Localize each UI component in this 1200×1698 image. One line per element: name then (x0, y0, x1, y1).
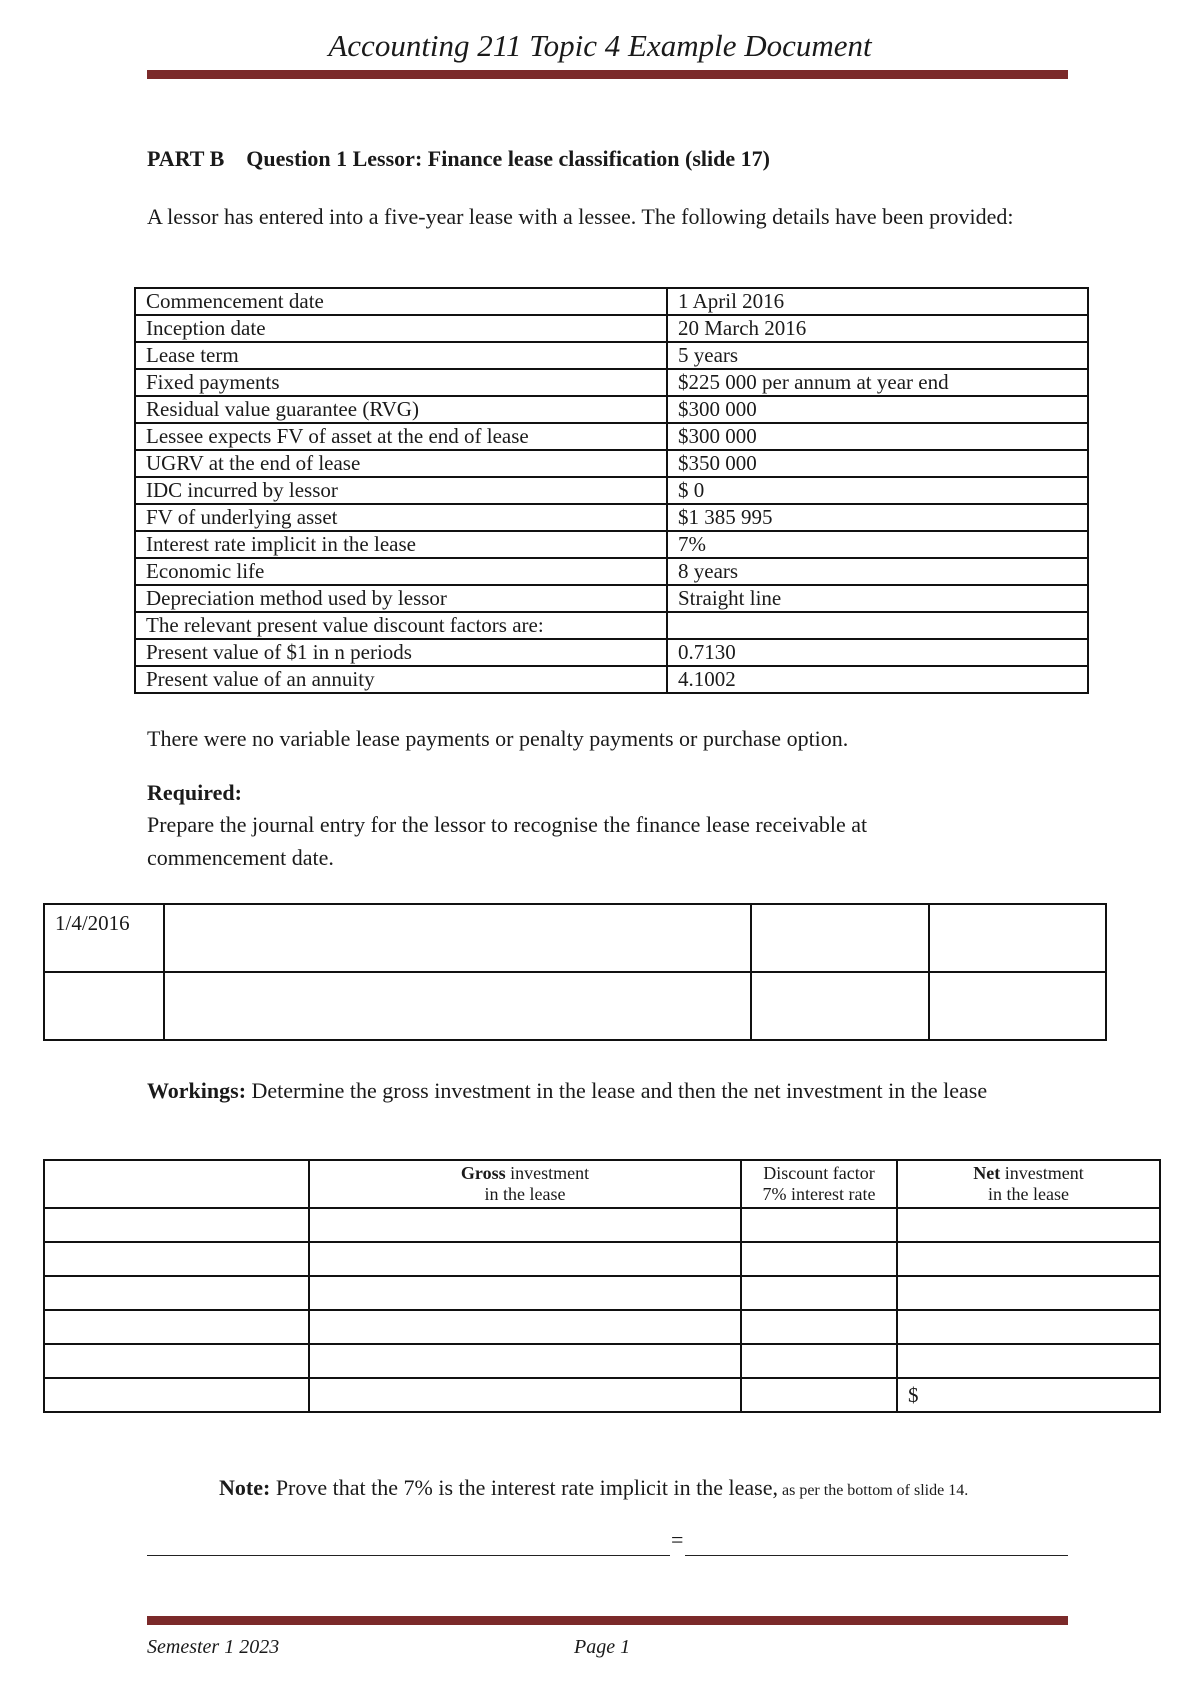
footer-page: Page 1 (574, 1636, 631, 1658)
part-label: PART B (147, 146, 225, 171)
table-row (44, 1276, 1160, 1310)
journal-account-cell[interactable] (164, 904, 751, 972)
detail-value: $225 000 per annum at year end (667, 369, 1088, 396)
workings-cell[interactable] (309, 1242, 741, 1276)
workings-cell[interactable] (44, 1242, 309, 1276)
note-text: Prove that the 7% is the interest rate implicit in the lease, (270, 1475, 778, 1500)
detail-label: UGRV at the end of lease (135, 450, 667, 477)
detail-label: Present value of an annuity (135, 666, 667, 693)
workings-cell[interactable] (44, 1344, 309, 1378)
detail-label: Lease term (135, 342, 667, 369)
note-label: Note: (219, 1475, 271, 1500)
workings-table (43, 1159, 1161, 1413)
journal-entry-table (43, 903, 1107, 1041)
net-bold: Net (973, 1163, 1001, 1183)
note-line (219, 1475, 968, 1501)
detail-value: 7% (667, 531, 1088, 558)
net-investment-total[interactable]: $ (897, 1378, 1160, 1412)
workings-cell[interactable] (741, 1276, 897, 1310)
gross-line2: in the lease (484, 1184, 566, 1204)
journal-account-cell[interactable] (164, 972, 751, 1040)
detail-label: Present value of $1 in n periods (135, 639, 667, 666)
table-row (135, 639, 1088, 666)
workings-cell[interactable] (741, 1344, 897, 1378)
workings-cell[interactable] (897, 1344, 1160, 1378)
journal-date: 1/4/2016 (44, 904, 164, 972)
workings-cell[interactable] (44, 1310, 309, 1344)
required-label: Required: (147, 780, 242, 805)
workings-cell[interactable] (44, 1276, 309, 1310)
required-text: Prepare the journal entry for the lessor to recognise the finance lease receivable at commencement date. (147, 812, 868, 870)
detail-value: Straight line (667, 585, 1088, 612)
workings-text: Determine the gross investment in the lease and then the net investment in the lease (246, 1078, 988, 1103)
detail-label: Interest rate implicit in the lease (135, 531, 667, 558)
df-line1: Discount factor (763, 1163, 875, 1183)
table-row (135, 423, 1088, 450)
intro-paragraph: A lessor has entered into a five-year lease with a lessee. The following details have been provided: (147, 204, 1014, 229)
table-row (135, 369, 1088, 396)
detail-value: $300 000 (667, 396, 1088, 423)
workings-cell[interactable] (741, 1208, 897, 1242)
table-row (44, 1378, 1160, 1412)
detail-value: $350 000 (667, 450, 1088, 477)
document-title: Accounting 211 Topic 4 Example Document (328, 28, 872, 63)
workings-label: Workings: (147, 1078, 247, 1103)
detail-value: 0.7130 (667, 639, 1088, 666)
detail-label: Residual value guarantee (RVG) (135, 396, 667, 423)
detail-value: 20 March 2016 (667, 315, 1088, 342)
journal-debit-cell[interactable] (751, 972, 928, 1040)
answer-line-right[interactable] (685, 1555, 1068, 1556)
gross-rest: investment (505, 1163, 590, 1183)
table-row (44, 1310, 1160, 1344)
table-row (135, 531, 1088, 558)
equals-sign: = (671, 1527, 684, 1552)
footer-semester: Semester 1 2023 (147, 1636, 280, 1658)
no-variable-payments-note: There were no variable lease payments or penalty payments or purchase option. (147, 726, 849, 751)
table-row (135, 450, 1088, 477)
detail-label: Lessee expects FV of asset at the end of lease (135, 423, 667, 450)
table-header-row (44, 1160, 1160, 1208)
table-row (135, 504, 1088, 531)
header-rule (147, 70, 1068, 79)
journal-debit-cell[interactable] (751, 904, 928, 972)
workings-cell[interactable] (741, 1378, 897, 1412)
table-row (135, 666, 1088, 693)
detail-value: $1 385 995 (667, 504, 1088, 531)
df-line2: 7% interest rate (762, 1184, 876, 1204)
workings-cell[interactable] (309, 1310, 741, 1344)
question-heading (147, 146, 770, 172)
workings-header-blank (44, 1160, 309, 1208)
detail-value: 8 years (667, 558, 1088, 585)
answer-line-left[interactable] (147, 1555, 670, 1556)
table-row (135, 477, 1088, 504)
detail-value (667, 612, 1088, 639)
detail-value: 5 years (667, 342, 1088, 369)
detail-label: Fixed payments (135, 369, 667, 396)
table-row (135, 315, 1088, 342)
footer-rule (147, 1616, 1068, 1625)
detail-value: 4.1002 (667, 666, 1088, 693)
workings-cell[interactable] (741, 1242, 897, 1276)
workings-cell[interactable] (897, 1208, 1160, 1242)
detail-label: Inception date (135, 315, 667, 342)
detail-label: Depreciation method used by lessor (135, 585, 667, 612)
table-row (135, 612, 1088, 639)
journal-date-cell[interactable] (44, 972, 164, 1040)
table-row (135, 288, 1088, 315)
table-row (44, 904, 1106, 972)
net-line2: in the lease (988, 1184, 1069, 1204)
detail-label: FV of underlying asset (135, 504, 667, 531)
gross-bold: Gross (460, 1163, 506, 1183)
detail-label: Economic life (135, 558, 667, 585)
table-row (135, 558, 1088, 585)
workings-cell[interactable] (309, 1208, 741, 1242)
detail-value: $300 000 (667, 423, 1088, 450)
table-row (135, 396, 1088, 423)
workings-cell[interactable] (44, 1208, 309, 1242)
journal-credit-cell[interactable] (929, 904, 1106, 972)
journal-credit-cell[interactable] (929, 972, 1106, 1040)
workings-cell[interactable] (44, 1378, 309, 1412)
note-small: as per the bottom of slide 14. (778, 1482, 969, 1499)
table-row (44, 1344, 1160, 1378)
workings-paragraph (147, 1074, 1047, 1107)
detail-label: The relevant present value discount factors are: (135, 612, 667, 639)
workings-cell[interactable] (309, 1276, 741, 1310)
question-title: Question 1 Lessor: Finance lease classification (slide 17) (246, 146, 770, 171)
workings-cell[interactable] (897, 1242, 1160, 1276)
table-row (135, 585, 1088, 612)
table-row (44, 1242, 1160, 1276)
net-investment-header (897, 1160, 1160, 1208)
detail-label: IDC incurred by lessor (135, 477, 667, 504)
detail-value: $ 0 (667, 477, 1088, 504)
lease-details-table (134, 287, 1089, 694)
workings-cell[interactable] (897, 1276, 1160, 1310)
gross-investment-header (309, 1160, 741, 1208)
workings-cell[interactable] (897, 1310, 1160, 1344)
detail-value: 1 April 2016 (667, 288, 1088, 315)
discount-factor-header (741, 1160, 897, 1208)
table-row (135, 342, 1088, 369)
workings-cell[interactable] (309, 1378, 741, 1412)
table-row (44, 972, 1106, 1040)
workings-cell[interactable] (741, 1310, 897, 1344)
detail-label: Commencement date (135, 288, 667, 315)
workings-cell[interactable] (309, 1344, 741, 1378)
net-rest: investment (1000, 1163, 1084, 1183)
table-row (44, 1208, 1160, 1242)
